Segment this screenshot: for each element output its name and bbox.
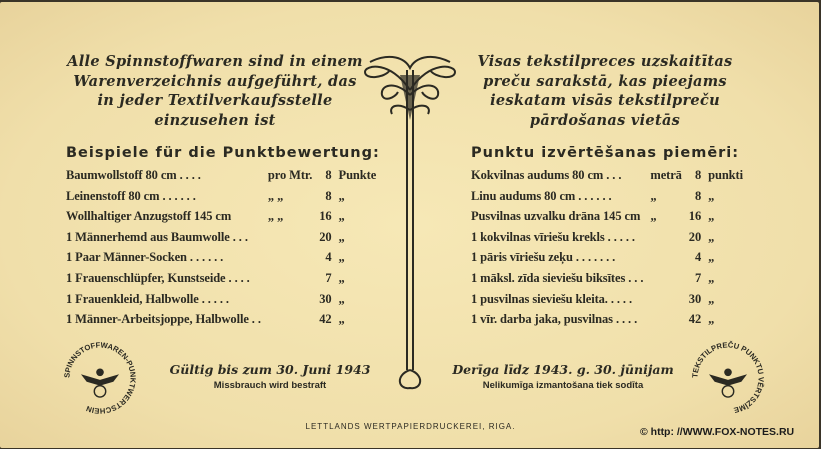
table-row: [66, 312, 376, 333]
ration-card: [0, 2, 819, 448]
latvian-heading: Punktu izvērtēšanas piemēri:: [471, 145, 740, 161]
intro-line: in jeder Textilverkaufsstelle: [97, 92, 333, 109]
row-points: 20: [688, 229, 702, 244]
latvian-intro: [455, 52, 755, 130]
intro-line: einzusehen ist: [154, 111, 276, 129]
row-per: [643, 271, 681, 292]
row-points: 4: [694, 250, 702, 265]
row-unit: „: [338, 229, 345, 244]
row-unit: punkti: [708, 168, 743, 182]
table-row: [66, 250, 376, 271]
row-unit: „: [708, 291, 715, 306]
intro-line: pārdošanas vietās: [529, 111, 681, 129]
row-item: 1 Paar Männer-Socken . . . . . .: [66, 250, 224, 265]
row-unit: „: [708, 188, 715, 203]
row-unit: „: [338, 188, 345, 203]
row-points: 8: [694, 188, 702, 203]
intro-line: ieskatam visās tekstilpreču: [490, 92, 720, 109]
row-unit: „: [708, 270, 715, 285]
row-unit: „: [708, 229, 715, 244]
watermark: © http: //WWW.FOX-NOTES.RU: [640, 426, 795, 438]
printer-imprint: LETTLANDS WERTPAPIERDRUCKEREI, RIGA.: [305, 422, 516, 431]
german-points-table: [66, 168, 376, 333]
row-per: [643, 312, 681, 333]
row-unit: „: [338, 209, 345, 224]
table-row: [66, 168, 376, 189]
row-per: „: [650, 188, 657, 203]
table-row: [471, 189, 743, 210]
table-row: [66, 209, 376, 230]
latvian-seal: [688, 338, 768, 418]
row-item: Leinenstoff 80 cm . . . . . .: [66, 188, 196, 203]
latvian-points-table: [471, 168, 743, 333]
row-points: 8: [325, 168, 332, 182]
row-per: „ „: [267, 188, 284, 203]
row-per: [261, 230, 312, 251]
row-item: Baumwollstoff 80 cm . . . .: [66, 168, 201, 182]
row-points: 30: [319, 291, 332, 306]
table-row: [66, 189, 376, 210]
row-item: 1 Männer-Arbeitsjoppe, Halbwolle . .: [66, 312, 261, 327]
row-per: [643, 292, 681, 313]
row-points: 30: [688, 291, 702, 306]
intro-line: Visas tekstilpreces uzskaitītas: [477, 53, 733, 70]
row-unit: „: [338, 270, 345, 285]
row-points: 42: [319, 312, 332, 327]
row-points: 7: [694, 270, 702, 285]
row-item: 1 Frauenkleid, Halbwolle . . . . .: [66, 291, 229, 306]
row-per: „: [650, 209, 657, 224]
row-item: 1 pāris vīriešu zeķu . . . . . . .: [471, 250, 616, 265]
row-item: Linu audums 80 cm . . . . . .: [471, 188, 612, 203]
table-row: [471, 250, 743, 271]
row-item: 1 māksl. zīda sieviešu biksītes . . .: [471, 270, 644, 285]
row-item: Pusvilnas uzvalku drāna 145 cm: [471, 209, 641, 224]
row-item: 1 kokvilnas vīriešu krekls . . . . .: [471, 229, 635, 244]
german-intro: [65, 52, 365, 130]
row-per: „ „: [267, 209, 284, 224]
german-validity: Gültig bis zum 30. Juni 1943: [169, 362, 371, 377]
row-per: [261, 250, 312, 271]
row-unit: „: [338, 250, 345, 265]
table-row: [471, 168, 743, 189]
row-unit: „: [708, 312, 715, 327]
row-points: 20: [319, 229, 332, 244]
row-item: 1 pusvilnas sieviešu kleita. . . . .: [471, 291, 633, 306]
row-unit: „: [338, 291, 345, 306]
row-unit: „: [338, 312, 345, 327]
table-row: [66, 271, 376, 292]
ornament-icon: [360, 50, 460, 395]
row-per: pro Mtr.: [267, 168, 313, 182]
table-row: [471, 312, 743, 333]
row-item: 1 vīr. darba jaka, pusvilnas . . . .: [471, 312, 638, 327]
latvian-validity: Derīga līdz 1943. g. 30. jūnijam: [452, 362, 674, 377]
intro-line: Alle Spinnstoffwaren sind in einem: [67, 53, 363, 70]
row-per: [261, 312, 312, 333]
row-item: 1 Frauenschlüpfer, Kunstseide . . . .: [66, 270, 250, 285]
row-per: [261, 271, 312, 292]
latvian-warning: Nelikumīga izmantošana tiek sodīta: [482, 380, 644, 391]
row-item: Kokvilnas audums 80 cm . . .: [471, 168, 622, 182]
row-item: Wollhaltiger Anzugstoff 145 cm: [66, 209, 232, 224]
table-row: [471, 271, 743, 292]
row-points: 8: [694, 168, 702, 182]
svg-text:TEKSTILPREČU PUNKTU VĒRTSZĪME: TEKSTILPREČU PUNKTU VĒRTSZĪME: [690, 340, 766, 415]
row-item: 1 Männerhemd aus Baumwolle . . .: [66, 229, 248, 244]
row-per: [643, 250, 681, 271]
table-row: [66, 292, 376, 313]
intro-line: Warenverzeichnis aufgeführt, das: [73, 72, 357, 90]
table-row: [471, 209, 743, 230]
table-row: [471, 292, 743, 313]
table-row: [471, 230, 743, 251]
german-heading: Beispiele für die Punktbewertung:: [66, 145, 380, 161]
intro-line: preču sarakstā, kas pieejams: [483, 72, 727, 90]
svg-text:SPINNSTOFFWAREN-PUNKTWERTSCHEI: SPINNSTOFFWAREN-PUNKTWERTSCHEIN: [62, 340, 138, 416]
row-per: [643, 230, 681, 251]
german-seal: [60, 338, 140, 418]
row-points: 16: [688, 209, 702, 224]
row-per: metrā: [650, 168, 682, 182]
row-points: 42: [688, 312, 702, 327]
row-unit: Punkte: [338, 168, 377, 182]
row-points: 16: [319, 209, 332, 224]
row-points: 4: [325, 250, 332, 265]
german-warning: Missbrauch wird bestraft: [213, 380, 327, 391]
row-unit: „: [708, 209, 715, 224]
row-points: 8: [325, 188, 332, 203]
row-unit: „: [708, 250, 715, 265]
row-points: 7: [325, 270, 332, 285]
row-per: [261, 292, 312, 313]
table-row: [66, 230, 376, 251]
